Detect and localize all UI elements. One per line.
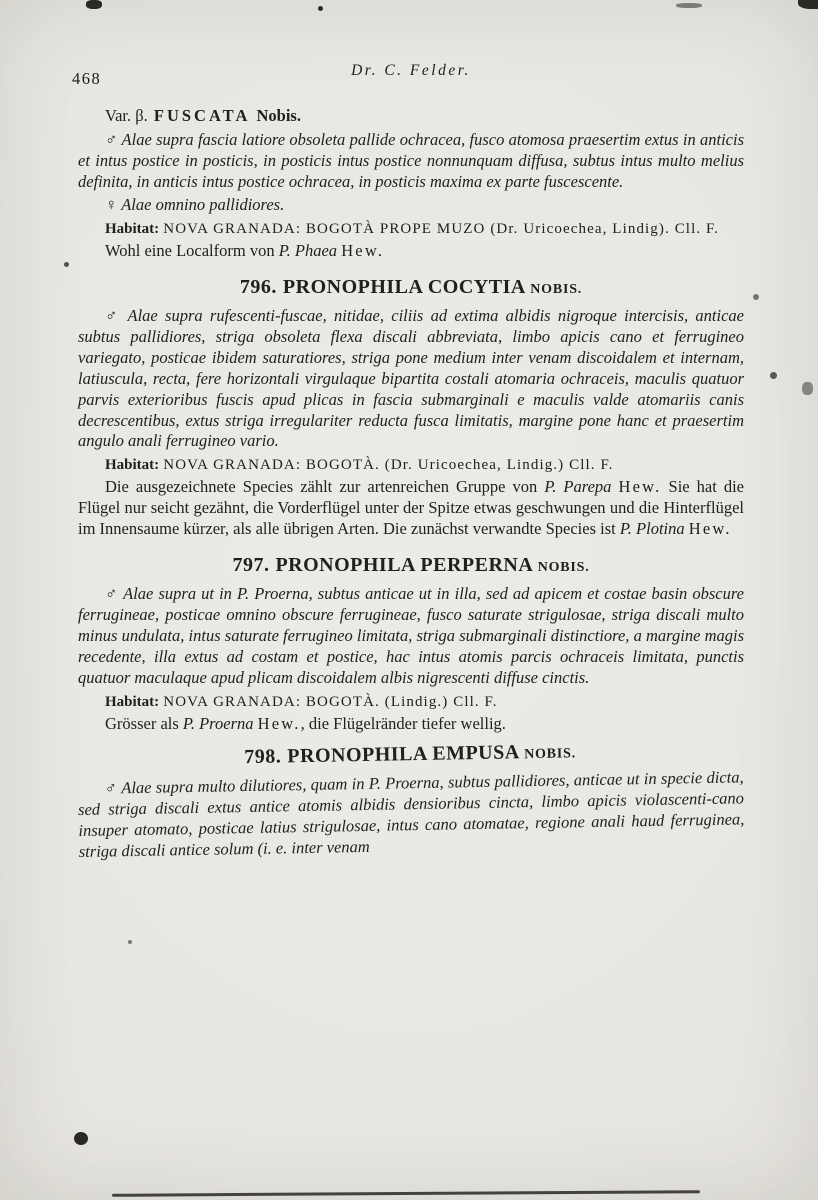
habitat-text: NOVA GRANADA: BOGOTÀ PROPE MUZO (Dr. Uricoechea, Lindig). Cll. F. bbox=[163, 220, 720, 237]
habitat-text: NOVA GRANADA: BOGOTÀ. (Lindig.) Cll. F. bbox=[163, 694, 498, 711]
scan-artifact bbox=[318, 6, 323, 11]
species-heading bbox=[78, 554, 744, 577]
female-description: ♀ Alae omnino pallidiores. bbox=[105, 194, 285, 214]
page-header bbox=[72, 60, 744, 88]
species-note bbox=[78, 477, 744, 540]
species-ref: P. Phaea bbox=[278, 240, 338, 260]
habitat-label: Habitat: bbox=[105, 457, 160, 474]
species-ref: P. Plotina bbox=[619, 519, 685, 539]
species-ref: P. Parepa bbox=[544, 477, 612, 497]
author-ref: Hew. bbox=[257, 714, 301, 734]
scan-artifact bbox=[128, 940, 132, 944]
habitat-label: Habitat: bbox=[105, 220, 160, 237]
note-text: Grösser als bbox=[105, 714, 183, 734]
running-title: Dr. C. Felder. bbox=[351, 62, 471, 79]
species-entry-797 bbox=[78, 554, 744, 735]
species-name: PRONOPHILA EMPUSA bbox=[287, 741, 519, 768]
species-author: NOBIS. bbox=[530, 281, 583, 297]
species-ref: P. Proerna bbox=[182, 714, 254, 734]
scan-artifact bbox=[676, 3, 702, 8]
scan-artifact bbox=[74, 1132, 88, 1145]
species-description: ♂ Alae supra rufescenti-fuscae, nitidae, ciliis ad extima albidis nigroque intercisis, anticae subtus pallidiores, striga obsoleta flexa discali abbreviata, limbo apicis cano et ferrugineo variegato, posticae ibidem saturatiores, striga pone medium inter venam discoidalem et internam, latiuscula, recta, fere horizontali virgulaque bipartita costali atomaria ochraceis, maculis quatuor parvis exterioribus fuscis apud plicas in fascia submarginali e maculis valde atomariis canis decrescentibus, extus striga irregulariter reducta fusca limitatis, margine pone hanc et praesertim angulo anali ferrugineo vario. bbox=[78, 305, 744, 451]
scan-artifact bbox=[802, 382, 813, 395]
note-text: , die Flügelränder tiefer wellig. bbox=[300, 714, 506, 734]
author-ref: Hew. bbox=[341, 240, 385, 260]
note-text: Sie hat die Flügel nur seicht gezähnt, die Vorderflügel unter der Spitze etwas geschwungen und die Hinterflügel im Innensaume kürzer, als alle übrigen Arten. Die zunächst verwandte Species ist bbox=[78, 477, 744, 539]
habitat-line bbox=[78, 218, 744, 239]
species-number: 796. bbox=[239, 275, 277, 298]
species-name: PRONOPHILA PERPERNA bbox=[275, 554, 533, 577]
species-author: NOBIS. bbox=[523, 746, 577, 763]
species-entry-798 bbox=[77, 737, 745, 862]
scan-artifact bbox=[753, 294, 759, 300]
habitat-line bbox=[78, 454, 744, 475]
page-number: 468 bbox=[72, 69, 102, 88]
author-ref: Hew. bbox=[688, 519, 732, 539]
species-author: NOBIS. bbox=[537, 560, 590, 576]
species-number: 798. bbox=[244, 745, 282, 769]
male-description: ♂ Alae supra fascia latiore obsoleta pallide ochracea, fusco atomosa praesertim extus in anticis et intus postice in posticis, in posticis intus postice nonnunquam diffusa, subtus intus multo melius definita, in anticis intus postice ochracea, in posticis maxima ex parte fuscescente. bbox=[78, 129, 744, 191]
page-content bbox=[72, 60, 745, 865]
scan-edge-shadow bbox=[112, 1190, 700, 1197]
scan-artifact bbox=[64, 262, 69, 267]
scan-artifact bbox=[86, 0, 102, 9]
habitat-text: NOVA GRANADA: BOGOTÀ. (Dr. Uricoechea, Lindig.) Cll. F. bbox=[163, 457, 614, 474]
scan-artifact bbox=[798, 0, 818, 9]
habitat-label: Habitat: bbox=[105, 694, 160, 711]
variety-author: Nobis. bbox=[256, 106, 301, 125]
variety-name: FUSCATA bbox=[153, 106, 251, 125]
author-ref: Hew. bbox=[618, 477, 662, 497]
species-note bbox=[78, 714, 744, 735]
note-text: Die ausgezeichnete Species zählt zur artenreichen Gruppe von bbox=[105, 477, 545, 497]
variety-entry bbox=[78, 106, 744, 262]
species-number: 797. bbox=[232, 554, 270, 577]
species-description: ♂ Alae supra multo dilutiores, quam in P. Proerna, subtus pallidiores, anticae ut in specie dicta, sed striga discali extus antice atomis albidis densioribus cincta, limbo apicis violascenti-cano insuper atomato, posticae latius strigulosae, intus cano atomatae, regione anali haud ferruginea, striga discali antice solum (i. e. inter venam bbox=[77, 767, 745, 861]
species-heading bbox=[78, 276, 744, 299]
species-description: ♂ Alae supra ut in P. Proerna, subtus anticae ut in illa, sed ad apicem et costae basin obscure ferrugineae, posticae omnino obscure ferrugineae, fusco saturate strigulosae, striga discali multo minus undulata, intus saturate ferrugineo limitata, striga submarginali distinctiore, a margine magis recedente, illa extus ad costam et postice, hac intus atomis parcis ochraceis limitata, punctis quatuor maculaque apud plicam discoidalem albis nigrescenti diffuse cinctis. bbox=[78, 584, 744, 688]
variety-prefix: Var. β. bbox=[105, 106, 148, 125]
variety-heading bbox=[78, 106, 744, 127]
species-entry-796 bbox=[78, 276, 744, 541]
variety-note bbox=[78, 241, 744, 262]
note-text: Wohl eine Localform von bbox=[105, 240, 279, 260]
habitat-line bbox=[78, 691, 744, 712]
species-name: PRONOPHILA COCYTIA bbox=[282, 275, 525, 298]
scan-artifact bbox=[770, 372, 777, 379]
species-heading bbox=[77, 737, 743, 772]
